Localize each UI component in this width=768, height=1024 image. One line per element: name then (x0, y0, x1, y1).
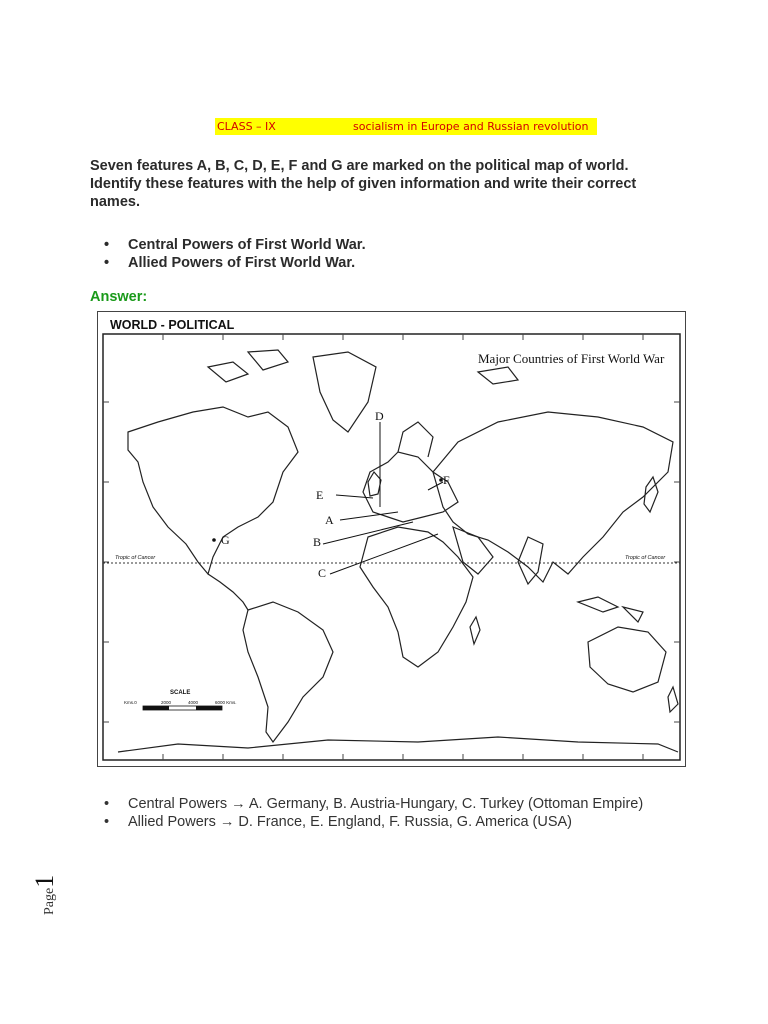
marker-d: D (375, 409, 384, 423)
bullet-icon: • (104, 255, 110, 271)
page-word: Page (42, 887, 57, 915)
list-item: • Allied Powers → D. France, E. England, F. Russia, G. America (USA) (104, 814, 573, 830)
marker-a: A (325, 513, 334, 527)
list-item: • Central Powers of First World War. (104, 237, 366, 253)
marker-g-dot (212, 538, 216, 542)
class-label: CLASS – IX (217, 120, 276, 133)
svg-text:SCALE: SCALE (170, 690, 191, 696)
map-subtitle: Major Countries of First World War (478, 351, 665, 366)
answer-label: Answer: (90, 289, 148, 305)
document-heading (215, 118, 597, 135)
marker-e: E (316, 488, 324, 502)
tropic-label-right: Tropic of Cancer (625, 555, 666, 561)
marker-c: C (318, 566, 327, 580)
marker-f: F (443, 473, 450, 487)
svg-text:Kms.0: Kms.0 (124, 700, 137, 705)
chapter-topic: socialism in Europe and Russian revolution (353, 120, 589, 133)
question-bullet-list (104, 236, 366, 272)
scale-bar (124, 690, 237, 710)
bullet-icon: • (104, 814, 110, 830)
marker-b: B (313, 535, 322, 549)
question-text: Seven features A, B, C, D, E, F and G are marked on the political map of world. Identify these features with the help of given information and write their correct names. (90, 158, 637, 210)
marker-leader-lines (323, 422, 443, 574)
answer-bullet-list (104, 795, 643, 831)
tropic-label-left: Tropic of Cancer (115, 555, 156, 561)
map-title: WORLD - POLITICAL (110, 318, 235, 332)
svg-text:4000: 4000 (188, 700, 199, 705)
marker-g: G (221, 533, 230, 547)
page-number-footer (30, 855, 59, 915)
list-item: • Allied Powers of First World War. (104, 255, 356, 271)
bullet-icon: • (104, 796, 110, 812)
continent-outlines (118, 350, 678, 752)
bullet-icon: • (104, 237, 110, 253)
world-political-map (97, 311, 686, 767)
marker-f-dot (439, 478, 443, 482)
list-item: • Central Powers → A. Germany, B. Austria-Hungary, C. Turkey (Ottoman Empire) (104, 796, 644, 812)
svg-text:2000: 2000 (161, 700, 172, 705)
svg-text:6000 Kms.: 6000 Kms. (215, 700, 237, 705)
page-number: 1 (30, 874, 59, 888)
